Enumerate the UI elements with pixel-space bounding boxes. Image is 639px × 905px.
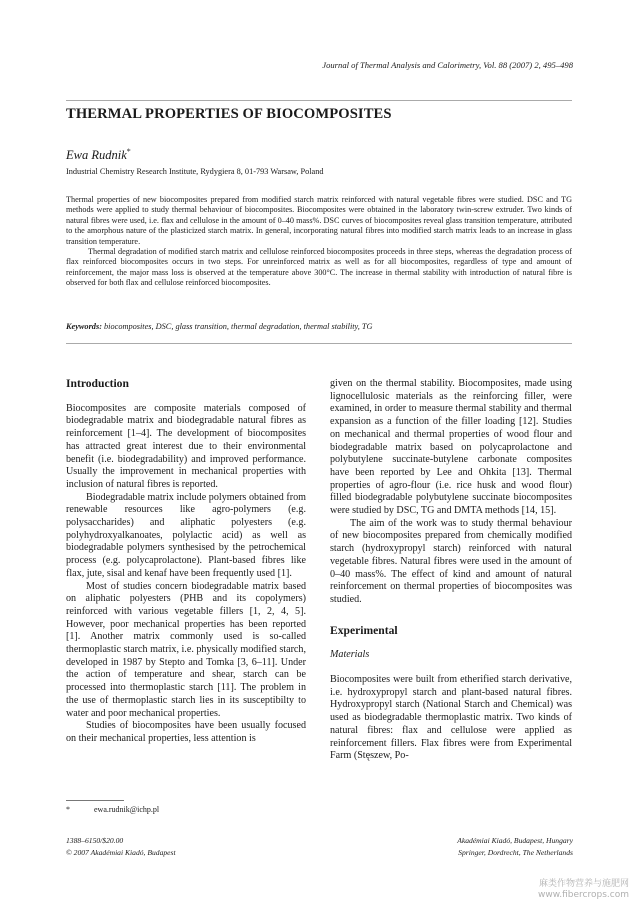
author-footnote-mark: *: [126, 147, 131, 156]
issn-price: 1388–6150/$20.00: [66, 836, 124, 845]
footer-left: [66, 835, 176, 859]
keywords: [66, 322, 572, 331]
footnote-email[interactable]: ewa.rudnik@ichp.pl: [94, 805, 160, 814]
body-paragraph: Biocomposites were built from etherified starch derivative, i.e. hydroxypropyl starch and plant-based natural fibres. Hydroxypropyl starch (National Starch and Chemical) was used as biodegradable thermoplastic matrix. Two kinds of natural fibres: flax and cellulose were applied as reinforcement fillers. Flax fibres were from Experimental Farm (Stęszew, Po-: [330, 674, 572, 762]
body-paragraph: Studies of biocomposites have been usually focused on their mechanical properties, less attention is: [66, 720, 306, 744]
body-paragraph: Biocomposites are composite materials composed of biodegradable matrix and biodegradable natural fibres as reinforcement [1–4]. The development of biocomposites has attracted great interest due to their environmental benefit (i.e. biodegradability) and improved performance. Usually the improvement in mechanical properties with inclusion of natural fibres is reported.: [66, 402, 306, 490]
footnote-divider: [66, 800, 124, 801]
watermark-line-2: www.fibercrops.com: [538, 890, 629, 900]
keywords-label: Keywords:: [66, 322, 102, 331]
abstract: [66, 195, 572, 289]
right-column: [330, 378, 572, 763]
author-line: [66, 147, 131, 163]
watermark-line-1: 麻类作物营养与施肥网: [538, 879, 629, 889]
author-affiliation: Industrial Chemistry Research Institute, Rydygiera 8, 01-793 Warsaw, Poland: [66, 167, 324, 176]
body-paragraph: given on the thermal stability. Biocomposites, made using lignocellulosic materials as the reinforcing filler, were examined, in order to measure thermal stability and thermal expansion as a function of the filler loading [12]. Studies on mechanical and thermal properties of wood flour and biodegradable matrix based on polycaprolactone and polybutylene succinate-butylene carbonate composites have been reported by Lee and Ohkita [13]. Thermal properties of agro-flour (i.e. rice husk and wood flour) filled biodegradable polybutylene succinate biocomposites were studied by DSC, TG and DMTA methods [14, 15].: [330, 378, 572, 517]
footnote: [66, 805, 159, 814]
experimental-heading: Experimental: [330, 623, 398, 637]
body-paragraph: Biodegradable matrix include polymers obtained from renewable resources like agro-polymers (e.g. polysaccharides) and aliphatic polyesters (e.g. polyhydroxyalkanoates, polylactic acid) as well as biodegradable polymers synthesised by the petrochemical process (e.g. polycaprolactone). Plant-based fibres like flax, jute, sisal and kenaf have been frequently used [1].: [66, 491, 306, 579]
publisher-2: Springer, Dordrecht, The Netherlands: [458, 848, 573, 857]
footer-right: [457, 835, 573, 859]
body-paragraph: The aim of the work was to study thermal behaviour of new biocomposites prepared from chemically modified starch (hydroxypropyl starch) reinforced with natural vegetable fibres. Natural fibres were used in the amount of 0–40 mass%. The effect of kind and amount of natural reinforcement on thermal properties of biocomposites was studied.: [330, 517, 572, 605]
keywords-text: biocomposites, DSC, glass transition, thermal degradation, thermal stability, TG: [104, 322, 373, 331]
abstract-paragraph: Thermal properties of new biocomposites prepared from modified starch matrix reinforced with natural vegetable fibres were studied. DSC and TG methods were applied to study thermal behaviour of biocomposites. Biocomposites were obtained in the laboratory twin-screw extruder. Two kinds of natural fibres were used, i.e. flax and cellulose in the amount of 0–40 mass%. DSC curves of biocomposites reveal glass transition temperature, attributed to the amorphous nature of the plasticized starch matrix. In general, incorporating natural fibres into modified starch matrix leads to an increase in glass transition temperature.: [66, 195, 572, 246]
footnote-mark: *: [66, 805, 70, 814]
section-divider: [66, 343, 572, 344]
abstract-paragraph: Thermal degradation of modified starch matrix and cellulose reinforced biocomposites proceeds in three steps, whereas the degradation process of flax reinforced biocomposites occurs in two steps. For unreinforced matrix as well as for all biocomposites, regardless of type and amount of reinforcement, the major mass loss is observed at the temperature above 300°C. The increase in thermal stability with introduction of natural fibre is observed for both flax and cellulose reinforced biocomposites.: [66, 247, 572, 288]
author-name: Ewa Rudnik: [66, 148, 127, 162]
left-column: [66, 378, 306, 746]
publisher-1: Akadémiai Kiadó, Budapest, Hungary: [457, 836, 573, 845]
site-watermark: [538, 879, 629, 901]
section-spacer: [330, 607, 572, 625]
body-paragraph: Most of studies concern biodegradable matrix based on aliphatic polyesters (PHB and its copolymers) reinforced with various vegetable fillers [1, 2, 4, 5]. However, poor mechanical properties has been reported [1]. Another matrix commonly used is so-called thermoplastic starch matrix, i.e. physically modified starch, developed in 1987 by Stepto and Tomka [3, 6–11]. Under the action of temperature and shear, starch can be processed into thermoplastic starch [11]. The problem in the use of thermoplastic starch lies in its susceptibilty to water and poor mechanical properties.: [66, 580, 306, 719]
copyright: © 2007 Akadémiai Kiadó, Budapest: [66, 848, 176, 857]
top-divider: [66, 100, 572, 101]
materials-subheading: Materials: [330, 649, 370, 661]
article-title: THERMAL PROPERTIES OF BIOCOMPOSITES: [66, 106, 392, 122]
journal-citation: Journal of Thermal Analysis and Calorimetry, Vol. 88 (2007) 2, 495–498: [322, 60, 573, 70]
introduction-heading: Introduction: [66, 377, 129, 390]
